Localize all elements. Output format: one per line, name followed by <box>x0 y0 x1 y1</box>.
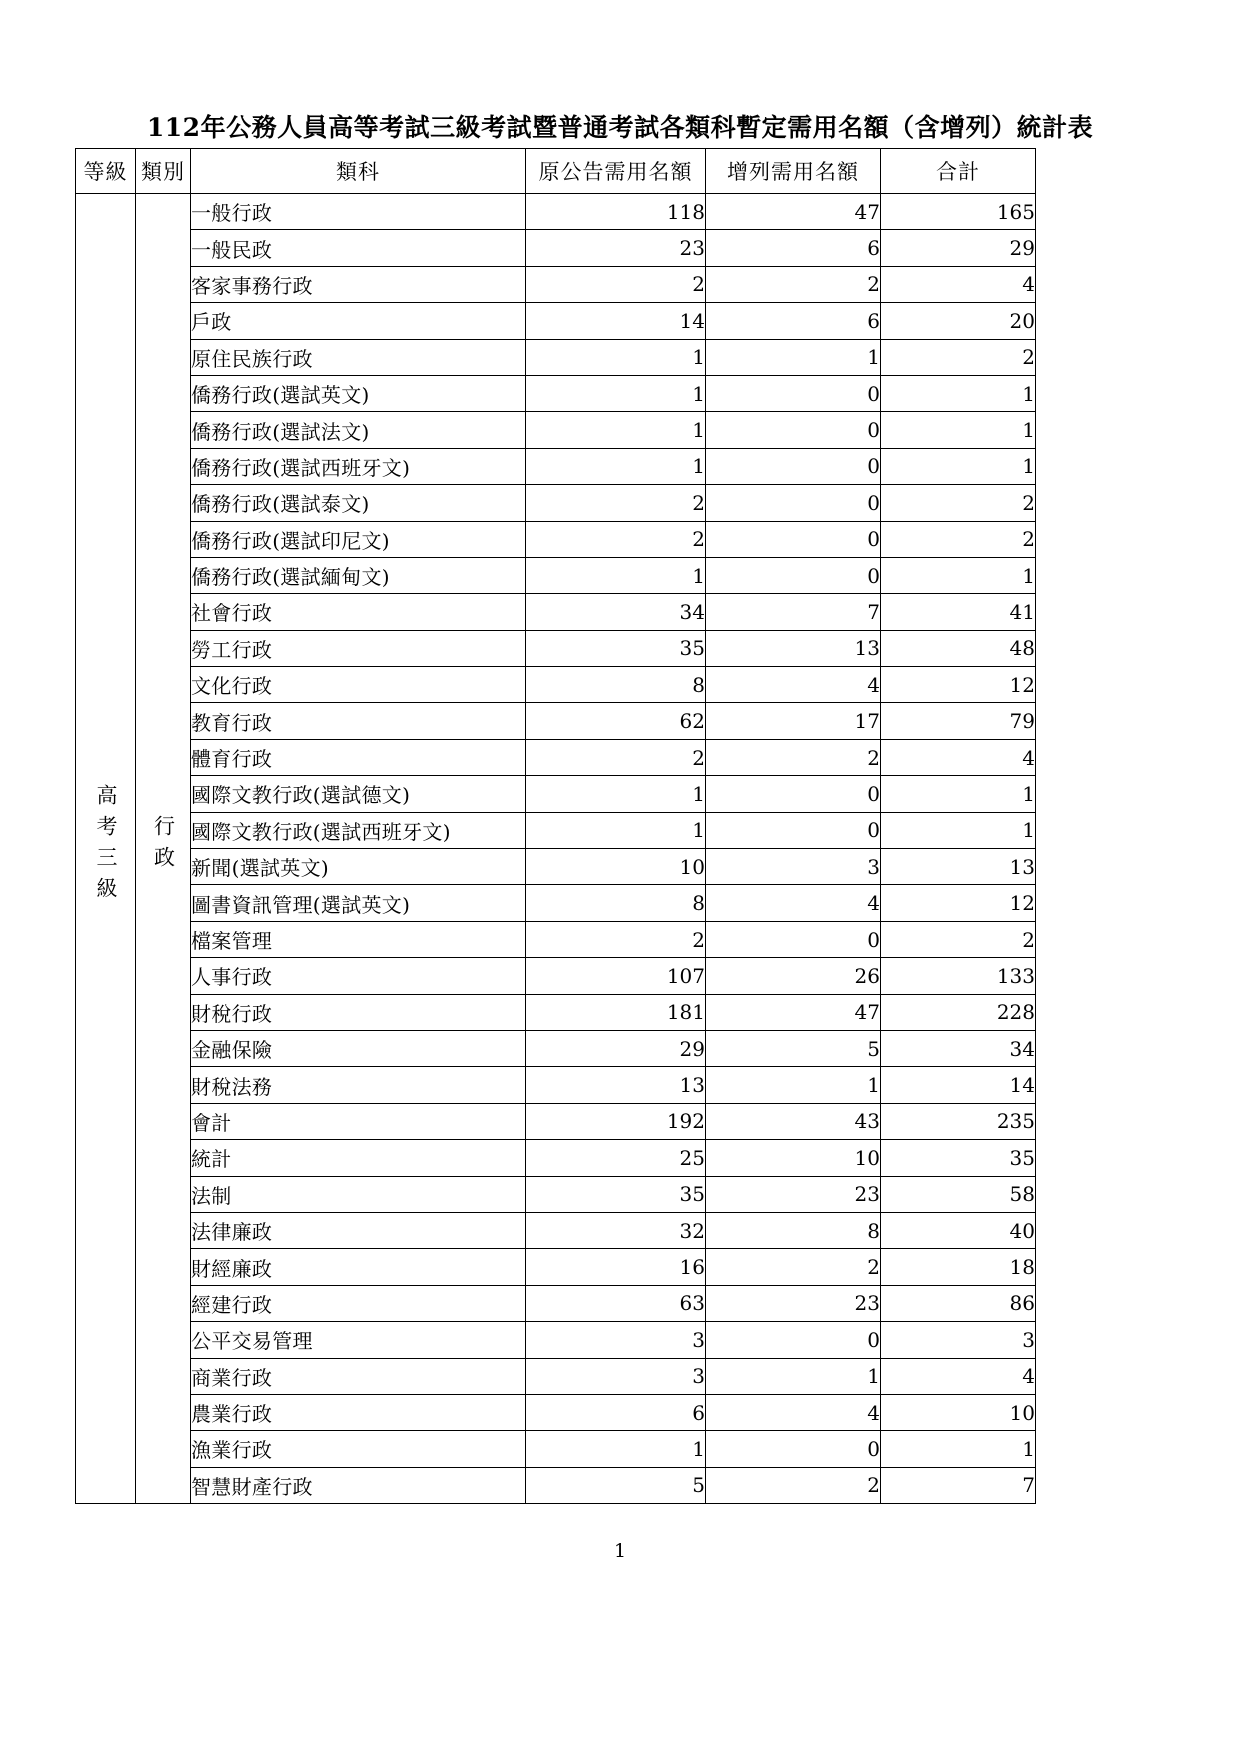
cell-added-quota: 2 <box>706 739 881 775</box>
cell-added-quota: 0 <box>706 412 881 448</box>
cell-subject: 圖書資訊管理(選試英文) <box>191 885 526 921</box>
cell-subject: 僑務行政(選試泰文) <box>191 485 526 521</box>
table-row <box>76 776 1036 812</box>
cell-total: 4 <box>881 266 1036 302</box>
cell-original-quota: 181 <box>526 994 706 1030</box>
table-row <box>76 485 1036 521</box>
table-row <box>76 339 1036 375</box>
cell-original-quota: 2 <box>526 485 706 521</box>
table-row <box>76 1358 1036 1394</box>
cell-total: 34 <box>881 1030 1036 1066</box>
table-header <box>76 149 1036 194</box>
cell-original-quota: 1 <box>526 448 706 484</box>
cell-total: 235 <box>881 1103 1036 1139</box>
cell-total: 2 <box>881 921 1036 957</box>
table-row <box>76 739 1036 775</box>
cell-original-quota: 14 <box>526 303 706 339</box>
cell-original-quota: 1 <box>526 557 706 593</box>
page-number: 1 <box>613 1540 627 1562</box>
cell-original-quota: 25 <box>526 1140 706 1176</box>
cell-subject: 法律廉政 <box>191 1212 526 1248</box>
cell-subject: 體育行政 <box>191 739 526 775</box>
cell-original-quota: 1 <box>526 412 706 448</box>
cell-total: 2 <box>881 339 1036 375</box>
category-label-cell <box>136 194 191 1504</box>
cell-total: 1 <box>881 776 1036 812</box>
cell-original-quota: 63 <box>526 1285 706 1321</box>
cell-added-quota: 6 <box>706 230 881 266</box>
table-row <box>76 557 1036 593</box>
grade-label-cell <box>76 194 136 1504</box>
table-row <box>76 1140 1036 1176</box>
cell-added-quota: 6 <box>706 303 881 339</box>
table-body <box>76 194 1036 1504</box>
cell-original-quota: 6 <box>526 1394 706 1430</box>
category-label: 行政 <box>151 815 176 878</box>
cell-total: 4 <box>881 739 1036 775</box>
cell-added-quota: 4 <box>706 885 881 921</box>
cell-total: 35 <box>881 1140 1036 1176</box>
cell-subject: 金融保險 <box>191 1030 526 1066</box>
cell-total: 1 <box>881 557 1036 593</box>
cell-original-quota: 2 <box>526 521 706 557</box>
cell-subject: 戶政 <box>191 303 526 339</box>
cell-added-quota: 47 <box>706 194 881 230</box>
table-row <box>76 266 1036 302</box>
cell-original-quota: 3 <box>526 1358 706 1394</box>
cell-subject: 會計 <box>191 1103 526 1139</box>
cell-subject: 財稅行政 <box>191 994 526 1030</box>
cell-total: 58 <box>881 1176 1036 1212</box>
cell-subject: 經建行政 <box>191 1285 526 1321</box>
cell-total: 18 <box>881 1249 1036 1285</box>
cell-added-quota: 2 <box>706 1249 881 1285</box>
table-row <box>76 594 1036 630</box>
cell-added-quota: 13 <box>706 630 881 666</box>
column-header-subject: 類科 <box>191 149 526 194</box>
cell-total: 86 <box>881 1285 1036 1321</box>
table-row <box>76 1212 1036 1248</box>
cell-total: 165 <box>881 194 1036 230</box>
cell-total: 10 <box>881 1394 1036 1430</box>
table-row <box>76 521 1036 557</box>
cell-added-quota: 43 <box>706 1103 881 1139</box>
cell-original-quota: 1 <box>526 776 706 812</box>
cell-added-quota: 5 <box>706 1030 881 1066</box>
table-row <box>76 1067 1036 1103</box>
cell-added-quota: 0 <box>706 1431 881 1467</box>
cell-total: 1 <box>881 448 1036 484</box>
cell-subject: 社會行政 <box>191 594 526 630</box>
cell-total: 133 <box>881 958 1036 994</box>
cell-added-quota: 1 <box>706 1067 881 1103</box>
cell-added-quota: 10 <box>706 1140 881 1176</box>
cell-total: 12 <box>881 885 1036 921</box>
cell-added-quota: 4 <box>706 1394 881 1430</box>
cell-original-quota: 1 <box>526 339 706 375</box>
cell-original-quota: 62 <box>526 703 706 739</box>
table-row <box>76 1030 1036 1066</box>
cell-original-quota: 1 <box>526 812 706 848</box>
cell-original-quota: 29 <box>526 1030 706 1066</box>
table-row <box>76 1103 1036 1139</box>
table-row <box>76 703 1036 739</box>
cell-total: 79 <box>881 703 1036 739</box>
cell-subject: 原住民族行政 <box>191 339 526 375</box>
cell-original-quota: 8 <box>526 885 706 921</box>
cell-added-quota: 47 <box>706 994 881 1030</box>
table-row <box>76 1431 1036 1467</box>
cell-subject: 商業行政 <box>191 1358 526 1394</box>
cell-subject: 公平交易管理 <box>191 1322 526 1358</box>
cell-subject: 農業行政 <box>191 1394 526 1430</box>
cell-subject: 智慧財產行政 <box>191 1467 526 1503</box>
grade-label: 高考三級 <box>94 784 118 909</box>
cell-original-quota: 2 <box>526 921 706 957</box>
cell-original-quota: 23 <box>526 230 706 266</box>
cell-added-quota: 8 <box>706 1212 881 1248</box>
cell-added-quota: 0 <box>706 485 881 521</box>
cell-original-quota: 8 <box>526 667 706 703</box>
table-row <box>76 958 1036 994</box>
cell-subject: 教育行政 <box>191 703 526 739</box>
cell-total: 7 <box>881 1467 1036 1503</box>
table-row <box>76 921 1036 957</box>
cell-subject: 僑務行政(選試緬甸文) <box>191 557 526 593</box>
cell-total: 40 <box>881 1212 1036 1248</box>
table-row <box>76 1394 1036 1430</box>
cell-subject: 新聞(選試英文) <box>191 849 526 885</box>
cell-subject: 檔案管理 <box>191 921 526 957</box>
cell-total: 2 <box>881 521 1036 557</box>
cell-subject: 法制 <box>191 1176 526 1212</box>
cell-total: 4 <box>881 1358 1036 1394</box>
cell-total: 1 <box>881 375 1036 411</box>
cell-subject: 一般行政 <box>191 194 526 230</box>
cell-original-quota: 13 <box>526 1067 706 1103</box>
table-row <box>76 1467 1036 1503</box>
table-row <box>76 630 1036 666</box>
cell-original-quota: 35 <box>526 630 706 666</box>
cell-added-quota: 3 <box>706 849 881 885</box>
cell-added-quota: 2 <box>706 1467 881 1503</box>
cell-added-quota: 23 <box>706 1285 881 1321</box>
cell-added-quota: 2 <box>706 266 881 302</box>
cell-added-quota: 0 <box>706 375 881 411</box>
cell-subject: 客家事務行政 <box>191 266 526 302</box>
table-row <box>76 230 1036 266</box>
cell-added-quota: 0 <box>706 776 881 812</box>
cell-total: 1 <box>881 1431 1036 1467</box>
cell-added-quota: 7 <box>706 594 881 630</box>
cell-original-quota: 118 <box>526 194 706 230</box>
cell-total: 29 <box>881 230 1036 266</box>
cell-added-quota: 0 <box>706 1322 881 1358</box>
quota-statistics-table <box>75 148 1036 1504</box>
cell-added-quota: 0 <box>706 557 881 593</box>
cell-subject: 僑務行政(選試法文) <box>191 412 526 448</box>
cell-total: 1 <box>881 412 1036 448</box>
table-row <box>76 303 1036 339</box>
cell-subject: 財經廉政 <box>191 1249 526 1285</box>
cell-total: 1 <box>881 812 1036 848</box>
cell-added-quota: 0 <box>706 448 881 484</box>
cell-added-quota: 1 <box>706 1358 881 1394</box>
cell-total: 228 <box>881 994 1036 1030</box>
cell-subject: 僑務行政(選試英文) <box>191 375 526 411</box>
cell-original-quota: 2 <box>526 739 706 775</box>
cell-total: 14 <box>881 1067 1036 1103</box>
cell-total: 41 <box>881 594 1036 630</box>
cell-original-quota: 34 <box>526 594 706 630</box>
cell-total: 3 <box>881 1322 1036 1358</box>
table-row <box>76 1285 1036 1321</box>
cell-original-quota: 2 <box>526 266 706 302</box>
table-row <box>76 1176 1036 1212</box>
cell-subject: 文化行政 <box>191 667 526 703</box>
cell-subject: 僑務行政(選試西班牙文) <box>191 448 526 484</box>
cell-total: 2 <box>881 485 1036 521</box>
column-header-total: 合計 <box>881 149 1036 194</box>
column-header-grade: 等級 <box>76 149 136 194</box>
cell-subject: 一般民政 <box>191 230 526 266</box>
column-header-added-quota: 增列需用名額 <box>706 149 881 194</box>
table-row <box>76 885 1036 921</box>
cell-added-quota: 1 <box>706 339 881 375</box>
column-header-original-quota: 原公告需用名額 <box>526 149 706 194</box>
cell-added-quota: 17 <box>706 703 881 739</box>
cell-original-quota: 5 <box>526 1467 706 1503</box>
table-row <box>76 1249 1036 1285</box>
table-row <box>76 448 1036 484</box>
table-row <box>76 849 1036 885</box>
cell-original-quota: 1 <box>526 1431 706 1467</box>
table-row <box>76 194 1036 230</box>
cell-subject: 漁業行政 <box>191 1431 526 1467</box>
cell-added-quota: 23 <box>706 1176 881 1212</box>
cell-added-quota: 0 <box>706 812 881 848</box>
table-row <box>76 375 1036 411</box>
cell-subject: 財稅法務 <box>191 1067 526 1103</box>
cell-subject: 國際文教行政(選試德文) <box>191 776 526 812</box>
cell-original-quota: 32 <box>526 1212 706 1248</box>
cell-subject: 勞工行政 <box>191 630 526 666</box>
cell-added-quota: 0 <box>706 921 881 957</box>
table-row <box>76 812 1036 848</box>
cell-subject: 人事行政 <box>191 958 526 994</box>
cell-total: 20 <box>881 303 1036 339</box>
table-row <box>76 412 1036 448</box>
header-row <box>76 149 1036 194</box>
cell-added-quota: 26 <box>706 958 881 994</box>
cell-original-quota: 107 <box>526 958 706 994</box>
cell-added-quota: 0 <box>706 521 881 557</box>
cell-original-quota: 1 <box>526 375 706 411</box>
cell-original-quota: 3 <box>526 1322 706 1358</box>
cell-subject: 國際文教行政(選試西班牙文) <box>191 812 526 848</box>
column-header-category: 類別 <box>136 149 191 194</box>
cell-added-quota: 4 <box>706 667 881 703</box>
cell-subject: 統計 <box>191 1140 526 1176</box>
cell-original-quota: 10 <box>526 849 706 885</box>
cell-total: 48 <box>881 630 1036 666</box>
table-row <box>76 994 1036 1030</box>
cell-total: 13 <box>881 849 1036 885</box>
table-row <box>76 667 1036 703</box>
table-row <box>76 1322 1036 1358</box>
cell-subject: 僑務行政(選試印尼文) <box>191 521 526 557</box>
cell-total: 12 <box>881 667 1036 703</box>
cell-original-quota: 35 <box>526 1176 706 1212</box>
cell-original-quota: 192 <box>526 1103 706 1139</box>
cell-original-quota: 16 <box>526 1249 706 1285</box>
page-title: 112年公務人員高等考試三級考試暨普通考試各類科暫定需用名額（含增列）統計表 <box>146 113 1094 142</box>
